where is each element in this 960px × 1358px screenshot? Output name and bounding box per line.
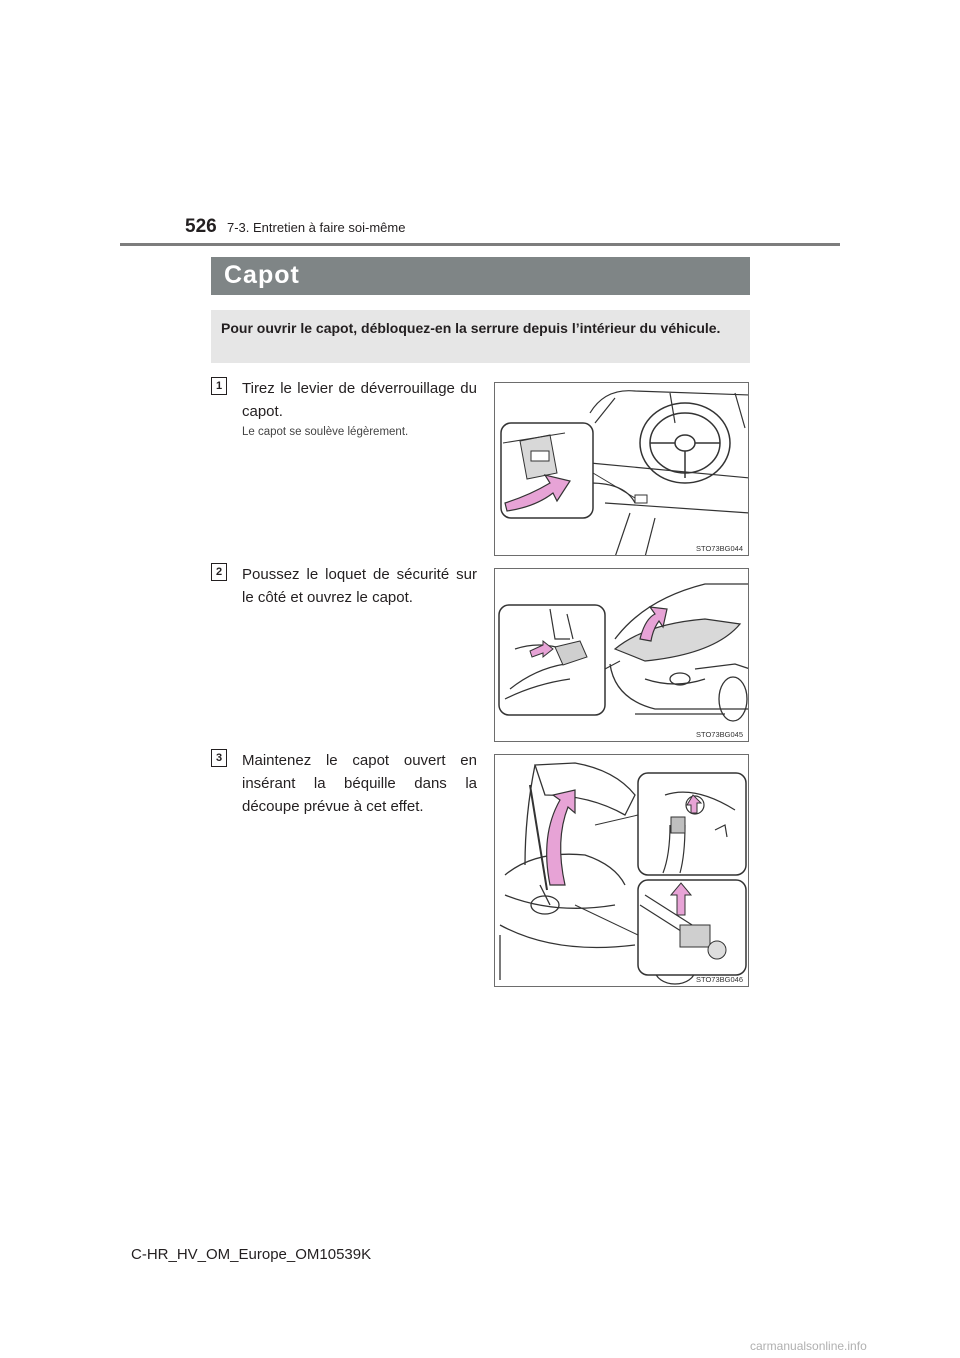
support-rod-illustration <box>494 754 749 987</box>
section-title: Capot <box>224 261 300 289</box>
figure-code-3: STO73BG046 <box>696 975 743 984</box>
section-reference: 7-3. Entretien à faire soi-même <box>227 220 406 235</box>
step-1-note: Le capot se soulève légèrement. <box>242 426 409 438</box>
step-3-text: Maintenez le capot ouvert en insérant la béquille dans la découpe prévue à cet effet. <box>242 752 477 815</box>
header-divider <box>120 243 840 246</box>
figure-code-1: STO73BG044 <box>696 544 743 553</box>
intro-text: Pour ouvrir le capot, débloquez-en la serrure depuis l’intérieur du véhicule. <box>221 320 721 336</box>
figure-code-2: STO73BG045 <box>696 730 743 739</box>
watermark: carmanualsonline.info <box>750 1339 867 1353</box>
step-1-badge: 1 <box>211 377 227 395</box>
safety-catch-illustration <box>494 568 749 742</box>
step-3-badge: 3 <box>211 749 227 767</box>
step-2-badge: 2 <box>211 563 227 581</box>
step-1-text: Tirez le levier de déverrouillage du capot. <box>242 380 477 420</box>
page-number: 526 <box>185 216 217 237</box>
hood-release-lever-illustration <box>494 382 749 556</box>
document-footer: C-HR_HV_OM_Europe_OM10539K <box>131 1246 372 1263</box>
section-title-bar <box>211 257 750 295</box>
intro-box <box>211 310 750 363</box>
step-2-text: Poussez le loquet de sécurité sur le côté et ouvrez le capot. <box>242 566 477 606</box>
